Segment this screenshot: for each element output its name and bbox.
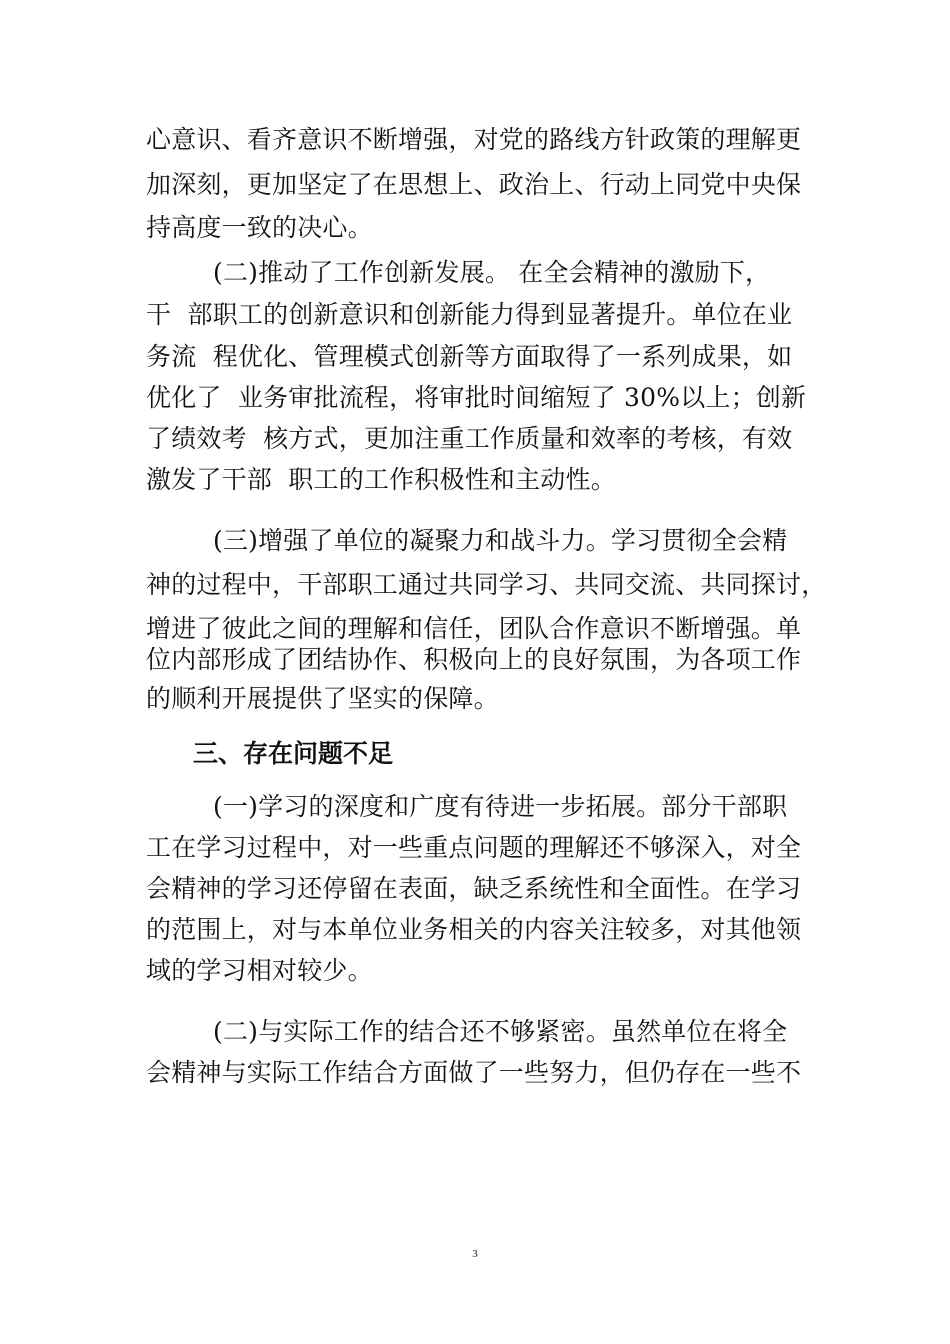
paragraph-1-line-3: 持高度一致的决心。 [146, 213, 373, 242]
paragraph-4-line-3: 会精神的学习还停留在表面，缺乏系统性和全面性。在学习 [146, 874, 802, 903]
page-number: 3 [472, 1248, 478, 1260]
paragraph-5-line-1: (二)与实际工作的结合还不够紧密。虽然单位在将全 [213, 1017, 788, 1046]
paragraph-3-line-3: 增进了彼此之间的理解和信任，团队合作意识不断增强。单 [146, 614, 802, 643]
section-heading: 三、存在问题不足 [193, 739, 394, 768]
paragraph-1-line-2: 加深刻，更加坚定了在思想上、政治上、行动上同党中央保 [146, 170, 802, 199]
paragraph-3-line-4: 位内部形成了团结协作、积极向上的良好氛围，为各项工作 [146, 645, 802, 674]
paragraph-4-line-4: 的范围上，对与本单位业务相关的内容关注较多，对其他领 [146, 915, 802, 944]
paragraph-3-line-2: 神的过程中，干部职工通过共同学习、共同交流、共同探讨， [146, 570, 827, 599]
paragraph-2-line-5: 了绩效考 核方式，更加注重工作质量和效率的考核，有效 [146, 424, 793, 453]
paragraph-5-line-2: 会精神与实际工作结合方面做了一些努力，但仍存在一些不 [146, 1058, 802, 1087]
paragraph-2-line-3: 务流 程优化、管理模式创新等方面取得了一系列成果，如 [146, 342, 793, 371]
paragraph-4-line-1: (一)学习的深度和广度有待进一步拓展。部分干部职 [213, 792, 788, 821]
paragraph-4-line-5: 域的学习相对较少。 [146, 956, 373, 985]
paragraph-4-line-2: 工在学习过程中，对一些重点问题的理解还不够深入，对全 [146, 833, 802, 862]
paragraph-1-line-1: 心意识、看齐意识不断增强，对党的路线方针政策的理解更 [146, 125, 802, 154]
paragraph-2-line-6: 激发了干部 职工的工作积极性和主动性。 [146, 465, 616, 494]
paragraph-2-line-4: 优化了 业务审批流程，将审批时间缩短了 30%以上；创新 [146, 383, 807, 412]
paragraph-2-line-2: 干 部职工的创新意识和创新能力得到显著提升。单位在业 [146, 300, 793, 329]
paragraph-3-line-5: 的顺利开展提供了坚实的保障。 [146, 684, 499, 713]
paragraph-3-line-1: (三)增强了单位的凝聚力和战斗力。学习贯彻全会精 [213, 526, 788, 555]
paragraph-2-line-1: (二)推动了工作创新发展。 在全会精神的激励下， [213, 258, 771, 287]
